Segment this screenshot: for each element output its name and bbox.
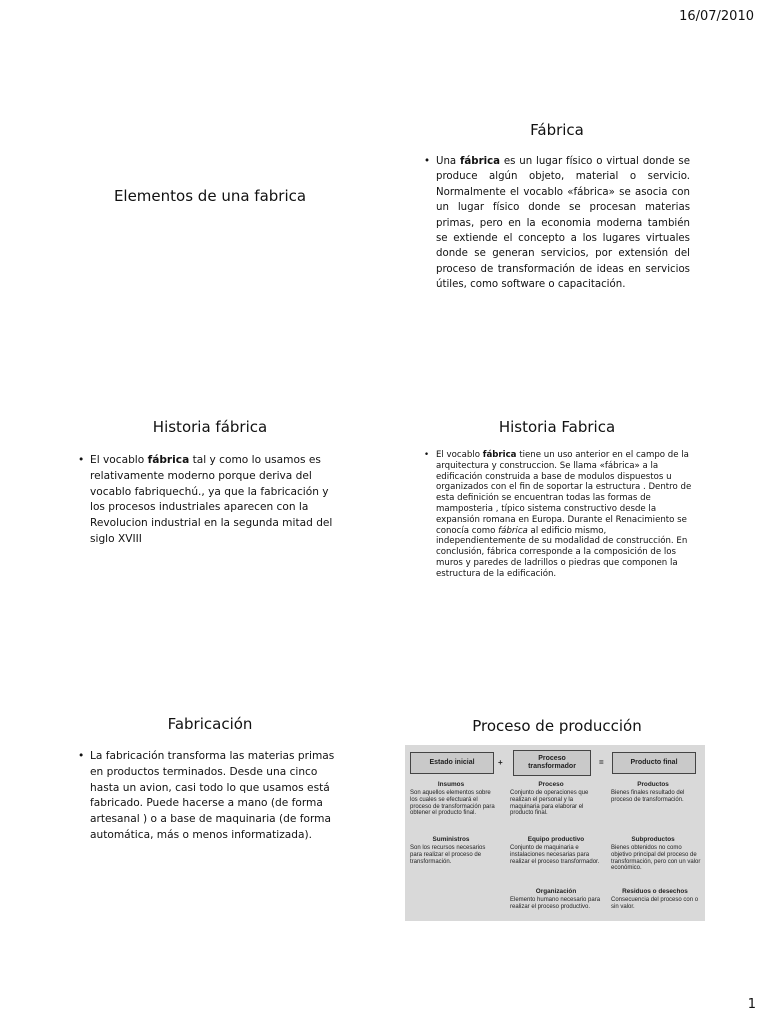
header-date: 16/07/2010 [679, 9, 754, 24]
slide-5-title: Fabricación [167, 715, 253, 733]
slide-2-bullet: • Una fábrica es un lugar físico o virtual donde se produce algún objeto, material o servicio. Normalmente el vocablo «fábrica» se asocia con un lugar físico donde se procesan materias primas, pero en la economia moderna también se extiende el concepto a los lugares virtuales donde se generan servicios, por extensión del proceso de transformación de ideas en servicios útiles, como software o capacitación. [424, 154, 690, 293]
insumos-text: Son aquellos elementos sobre los cuales se efectuará el proceso de transformación para obtener el producto final. [410, 790, 495, 817]
slide-4-title: Historia Fabrica [498, 418, 616, 436]
suministros-heading: Suministros [432, 836, 470, 843]
suministros-text: Son los recursos necesarios para realizar el proceso de transformación. [410, 845, 486, 865]
equipo-productivo-heading: Equipo productivo [527, 836, 585, 843]
slide-1-title: Elementos de una fabrica [113, 187, 307, 205]
producto-final-box: Producto final [612, 752, 696, 774]
proceso-text: Conjunto de operaciones que realizan el personal y la maquinaria para elaborar el producto final. [510, 790, 589, 817]
proceso-heading: Proceso [538, 781, 564, 788]
slide-5-bullet-list [78, 749, 342, 844]
productos-text: Bienes finales resultado del proceso de transformación. [611, 790, 685, 803]
slide-5-bullet: • La fabricación transforma las materias primas en productos terminados. Desde una cinco hasta un avion, casi todo lo que usamos está fabricado. Puede hacerse a mano (de forma artesanal ) o a base de maquinaria (de forma automática, más o menos informatizada). [78, 749, 342, 844]
productos-heading: Productos [637, 781, 669, 788]
subproductos-heading: Subproductos [631, 836, 675, 843]
equals-operator: = [599, 758, 604, 767]
slide-4-bullet-list [424, 450, 692, 580]
proceso-transformador-box: Proceso transformador [513, 750, 591, 776]
slide-3-bullet: • El vocablo fábrica tal y como lo usamos es relativamente moderno porque deriva del vocablo fabriquechú., ya que la fabricación y los procesos industriales aparecen con la Revolucion industrial en la segunda mitad del siglo XVIII [78, 453, 340, 548]
equipo-productivo-text: Conjunto de maquinaria e instalaciones necesarias para realizar el proceso transformador. [510, 845, 600, 865]
production-process-diagram [405, 745, 705, 921]
slide-4-bullet: • El vocablo fábrica tiene un uso anterior en el campo de la arquitectura y construccion. Se llama «fábrica» a la edificación construida a base de modulos dispuestos u organizados con el fin de soportar la estructura . Dentro de esta definición se encuentran todas las formas de mamposteria , típico sistema constructivo desde la expansión romana en Europa. Durante el Renacimiento se conocía como fábrica al edificio mismo, independientemente de su modalidad de construcción. En conclusión, fábrica corresponde a la composición de los muros y paredes de ladrillos o piedras que componen la estructura de la edificación. [424, 450, 692, 580]
residuos-text: Consecuencia del proceso con o sin valor. [611, 897, 699, 910]
insumos-heading: Insumos [437, 781, 465, 788]
slide-2-title: Fábrica [530, 121, 584, 139]
slide-6-title: Proceso de producción [472, 717, 642, 735]
organizacion-heading: Organización [535, 888, 577, 895]
slide-2-bullet-list [424, 154, 690, 293]
slide-3-title: Historia fábrica [152, 418, 268, 436]
page-number: 1 [747, 997, 756, 1012]
estado-inicial-box: Estado inicial [410, 752, 494, 774]
subproductos-text: Bienes obtenidos no como objetivo principal del proceso de transformación, pero con un valor económico. [611, 845, 701, 872]
residuos-heading: Residuos o desechos [622, 888, 688, 895]
organizacion-text: Elemento humano necesario para realizar el proceso productivo. [510, 897, 601, 910]
slide-3-bullet-list [78, 453, 340, 548]
plus-operator: + [498, 758, 503, 767]
